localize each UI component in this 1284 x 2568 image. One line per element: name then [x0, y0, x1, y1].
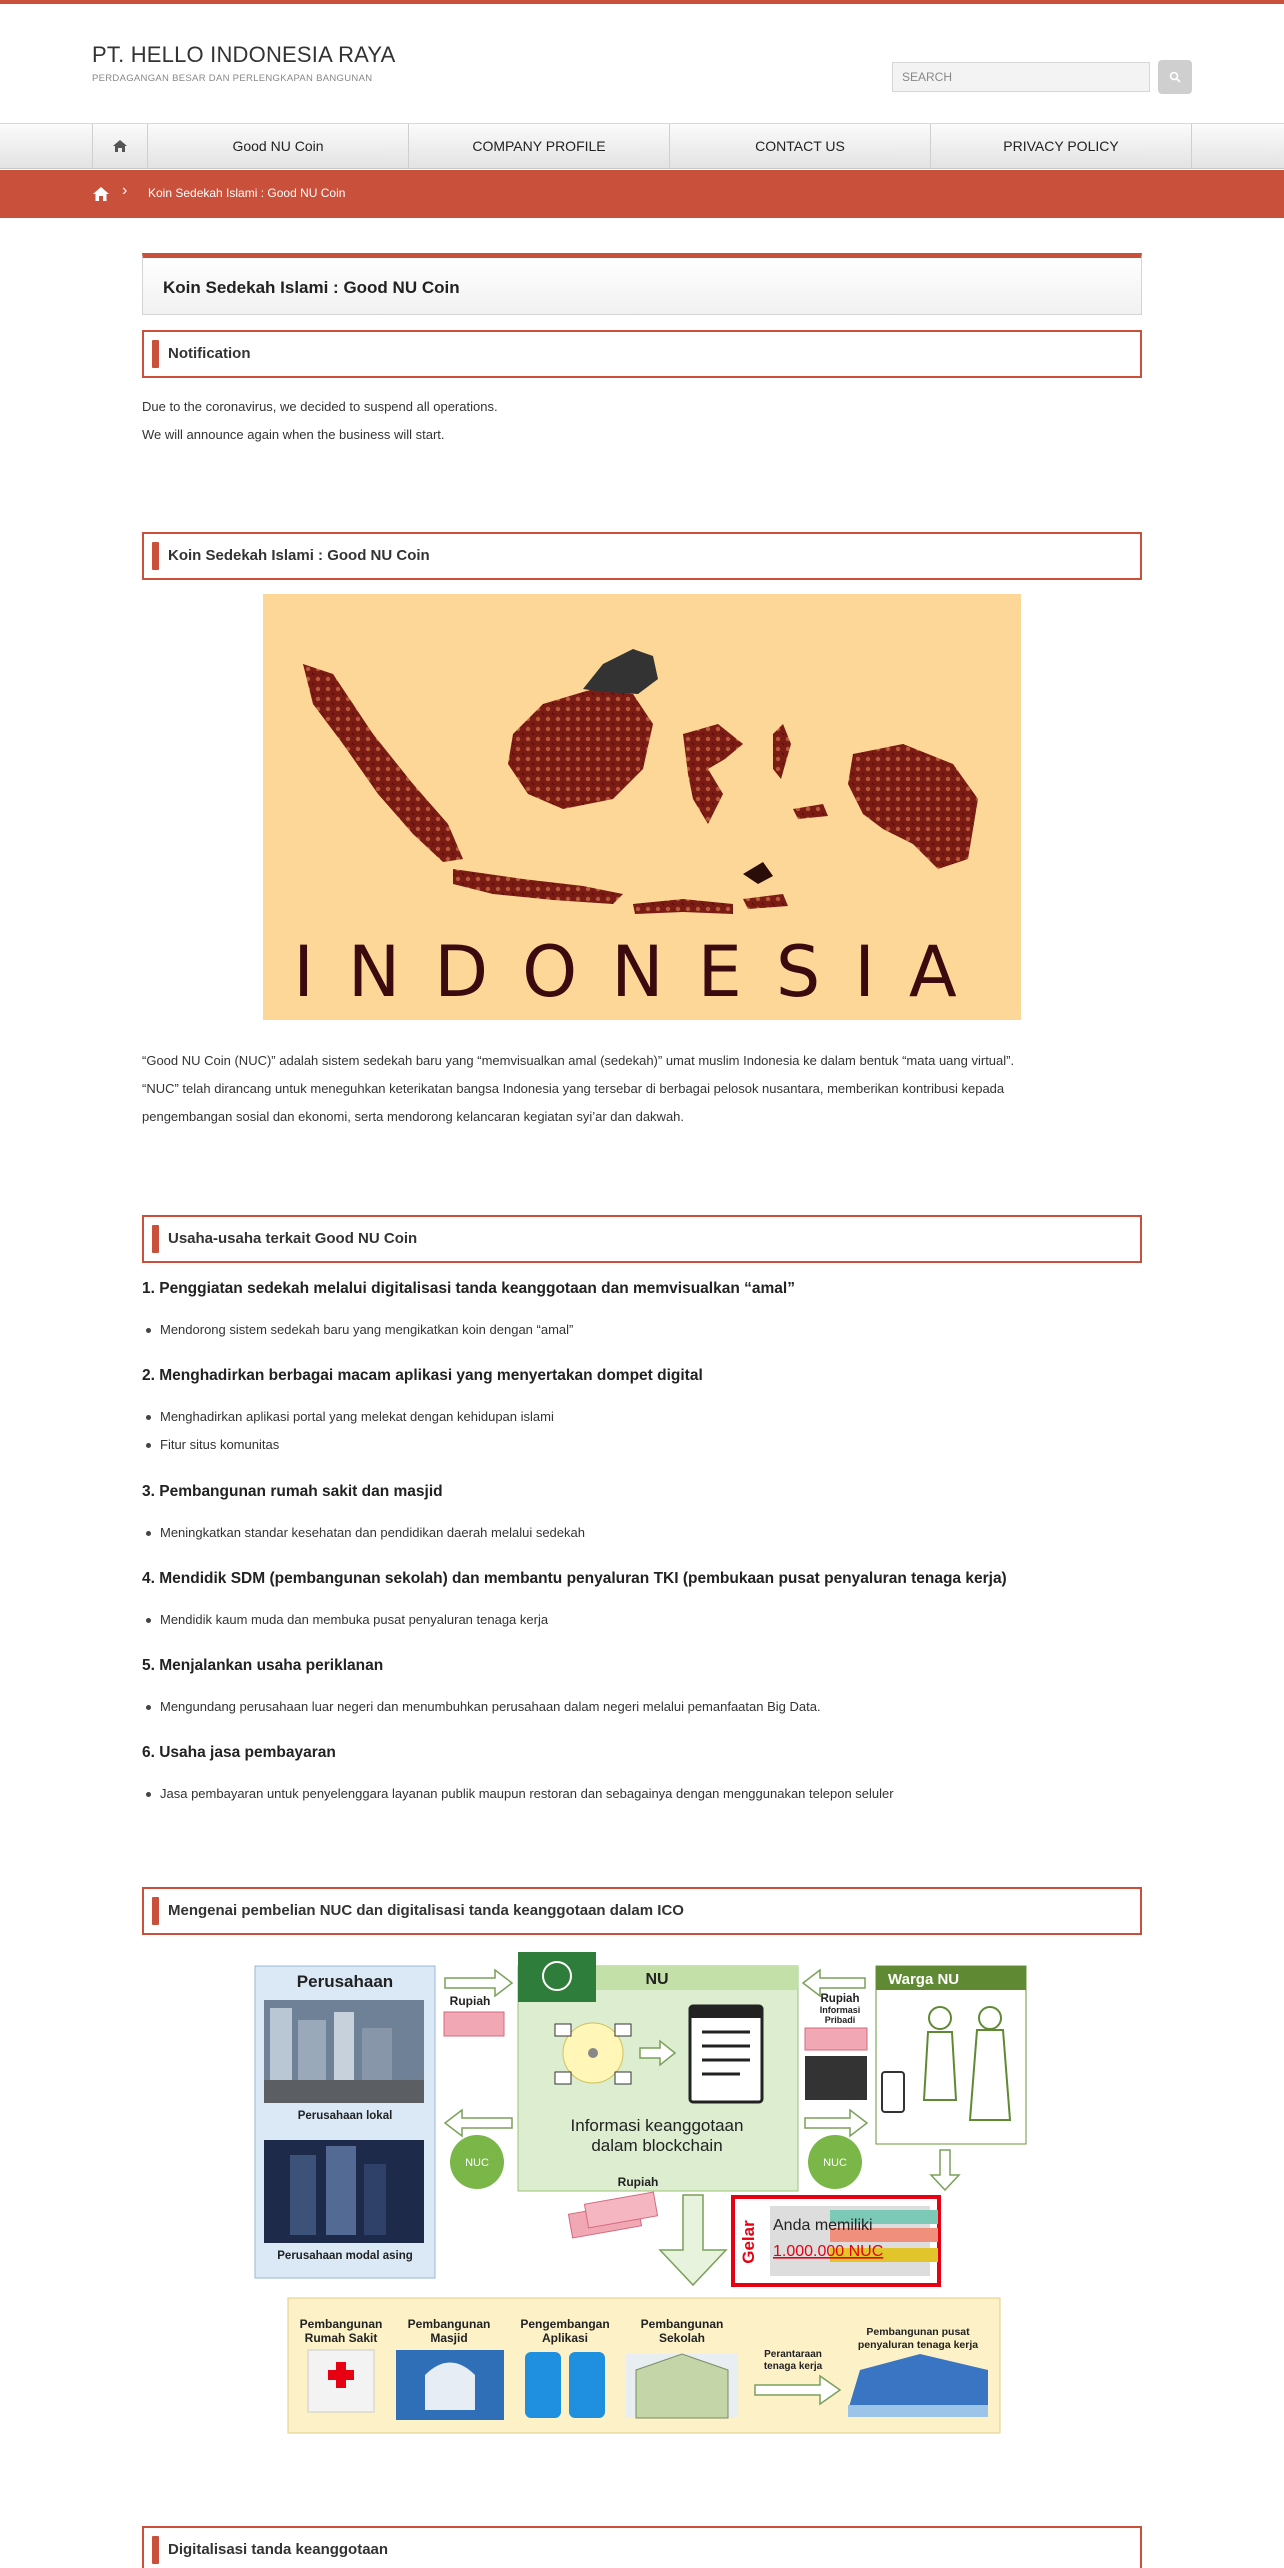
business-bullet: Jasa pembayaran untuk penyelenggara layanan publik maupun restoran dan sebagainya dengan menggunakan telepon seluler — [160, 1786, 894, 1801]
page-title-box — [142, 253, 1142, 315]
diagram-rupiah-stack-label: Rupiah — [617, 2175, 659, 2189]
section-heading: Digitalisasi tanda keanggotaan — [168, 2541, 389, 2558]
diagram-perusahaan-lokal: Perusahaan lokal — [297, 2110, 393, 2122]
diagram-nuc-coin: NUC — [465, 2157, 489, 2169]
breadcrumb-current: Koin Sedekah Islami : Good NU Coin — [148, 186, 346, 200]
business-bullet: Fitur situs komunitas — [160, 1437, 280, 1452]
site-title[interactable]: PT. HELLO INDONESIA RAYA — [92, 42, 396, 67]
diagram-rs-1: Pembangunan — [299, 2317, 383, 2331]
nav-home[interactable] — [93, 124, 148, 168]
breadcrumb-separator-icon: › — [122, 182, 128, 199]
business-item-title: 1. Penggiatan sedekah melalui digitalisasi tanda keanggotaan dan memvisualkan “amal” — [142, 1280, 795, 1297]
business-item-title: 5. Menjalankan usaha periklanan — [142, 1657, 384, 1674]
section-intro — [142, 532, 1142, 580]
section-marker — [152, 2536, 159, 2564]
diagram-perusahaan-asing: Perusahaan modal asing — [277, 2250, 413, 2262]
home-icon — [112, 139, 128, 153]
intro-text-line: pengembangan sosial dan ekonomi, serta mendorong kelancaran kegiatan syi’ar dan dakwah. — [142, 1109, 685, 1124]
section-ico — [142, 1887, 1142, 1935]
indonesia-map-image — [263, 594, 1021, 1020]
business-item-title: 6. Usaha jasa pembayaran — [142, 1744, 336, 1761]
diagram-masjid-2: Masjid — [430, 2331, 468, 2345]
diagram-sekolah-1: Pembangunan — [640, 2317, 724, 2331]
section-heading: Koin Sedekah Islami : Good NU Coin — [168, 547, 430, 564]
section-marker — [152, 542, 159, 570]
diagram-info-pribadi-2: Pribadi — [824, 2015, 856, 2025]
ico-diagram — [250, 1950, 1032, 2436]
section-digital — [142, 2526, 1142, 2568]
section-heading: Usaha-usaha terkait Good NU Coin — [168, 1230, 418, 1247]
diagram-sekolah-2: Sekolah — [658, 2331, 706, 2345]
main-nav — [0, 123, 1284, 169]
diagram-rupiah-warga: Rupiah — [820, 1993, 860, 2005]
notification-line: We will announce again when the business will start. — [142, 427, 445, 442]
business-bullet: Menghadirkan aplikasi portal yang melekat dengan kehidupan islami — [160, 1409, 554, 1424]
diagram-rupiah-label: Rupiah — [449, 1994, 491, 2008]
diagram-pusat-1: Pembangunan pusat — [866, 2326, 970, 2338]
business-item-title: 4. Mendidik SDM (pembangunan sekolah) dan membantu penyaluran TKI (pembukaan pusat penyaluran tenaga kerja) — [142, 1570, 1007, 1587]
section-heading: Notification — [168, 345, 251, 362]
section-heading: Mengenai pembelian NUC dan digitalisasi tanda keanggotaan dalam ICO — [168, 1902, 684, 1919]
notification-line: Due to the coronavirus, we decided to suspend all operations. — [142, 399, 498, 414]
diagram-gelar: Gelar — [739, 2220, 758, 2264]
nav-item-company-profile[interactable]: COMPANY PROFILE — [409, 124, 670, 168]
diagram-info-pribadi-1: Informasi — [819, 2005, 861, 2015]
diagram-anda-memiliki: Anda memiliki — [773, 2217, 873, 2234]
section-marker — [152, 1897, 159, 1925]
business-bullet: Mengundang perusahaan luar negeri dan menumbuhkan perusahaan dalam negeri melalui pemanfaatan Big Data. — [160, 1699, 821, 1714]
diagram-perusahaan: Perusahaan — [296, 1972, 394, 1991]
nav-item-contact-us[interactable]: CONTACT US — [670, 124, 931, 168]
diagram-nuc-amount: 1.000.000 NUC — [773, 2243, 884, 2260]
page-title: Koin Sedekah Islami : Good NU Coin — [163, 278, 460, 297]
top-accent-line — [0, 0, 1284, 4]
business-bullet: Meningkatkan standar kesehatan dan pendidikan daerah melalui sedekah — [160, 1525, 585, 1540]
map-caption: INDONESIA — [293, 931, 991, 1013]
intro-text-line: “Good NU Coin (NUC)” adalah sistem sedekah baru yang “memvisualkan amal (sedekah)” umat muslim Indonesia ke dalam bentuk “mata uang virtual”. — [142, 1053, 1015, 1068]
section-notification — [142, 330, 1142, 378]
site-tagline: PERDAGANGAN BESAR DAN PERLENGKAPAN BANGUNAN — [92, 73, 373, 84]
diagram-warga: Warga NU — [888, 1971, 960, 1988]
breadcrumb-home-icon[interactable] — [92, 185, 110, 203]
diagram-nuc-coin-warga: NUC — [823, 2157, 847, 2169]
diagram-pusat-2: penyaluran tenaga kerja — [857, 2339, 979, 2351]
search-input[interactable]: SEARCH — [892, 62, 1150, 92]
business-bullet: Mendidik kaum muda dan membuka pusat penyaluran tenaga kerja — [160, 1612, 549, 1627]
diagram-info-line2: dalam blockchain — [591, 2136, 723, 2155]
search-button[interactable] — [1158, 60, 1192, 94]
diagram-perantaraan-1: Perantaraan — [764, 2349, 822, 2360]
breadcrumb — [0, 170, 1284, 218]
nav-item-good-nu-coin[interactable]: Good NU Coin — [148, 124, 409, 168]
business-item-title: 3. Pembangunan rumah sakit dan masjid — [142, 1483, 443, 1500]
section-marker — [152, 1225, 159, 1253]
diagram-perantaraan-2: tenaga kerja — [763, 2361, 823, 2372]
diagram-rs-2: Rumah Sakit — [304, 2331, 378, 2345]
nav-item-privacy-policy[interactable]: PRIVACY POLICY — [931, 124, 1192, 168]
diagram-app-1: Pengembangan — [520, 2317, 610, 2331]
diagram-app-2: Aplikasi — [541, 2331, 589, 2345]
search-icon — [1169, 71, 1181, 83]
diagram-masjid-1: Pembangunan — [407, 2317, 491, 2331]
diagram-nu: NU — [645, 1971, 669, 1988]
diagram-info-line1: Informasi keanggotaan — [570, 2116, 744, 2135]
section-marker — [152, 340, 159, 368]
section-business — [142, 1215, 1142, 1263]
business-bullet: Mendorong sistem sedekah baru yang mengikatkan koin dengan “amal” — [160, 1322, 574, 1337]
intro-text-line: “NUC” telah dirancang untuk meneguhkan keterikatan bangsa Indonesia yang tersebar di berbagai pelosok nusantara, memberikan kontribusi kepada — [142, 1081, 1005, 1096]
business-item-title: 2. Menghadirkan berbagai macam aplikasi yang menyertakan dompet digital — [142, 1367, 703, 1384]
